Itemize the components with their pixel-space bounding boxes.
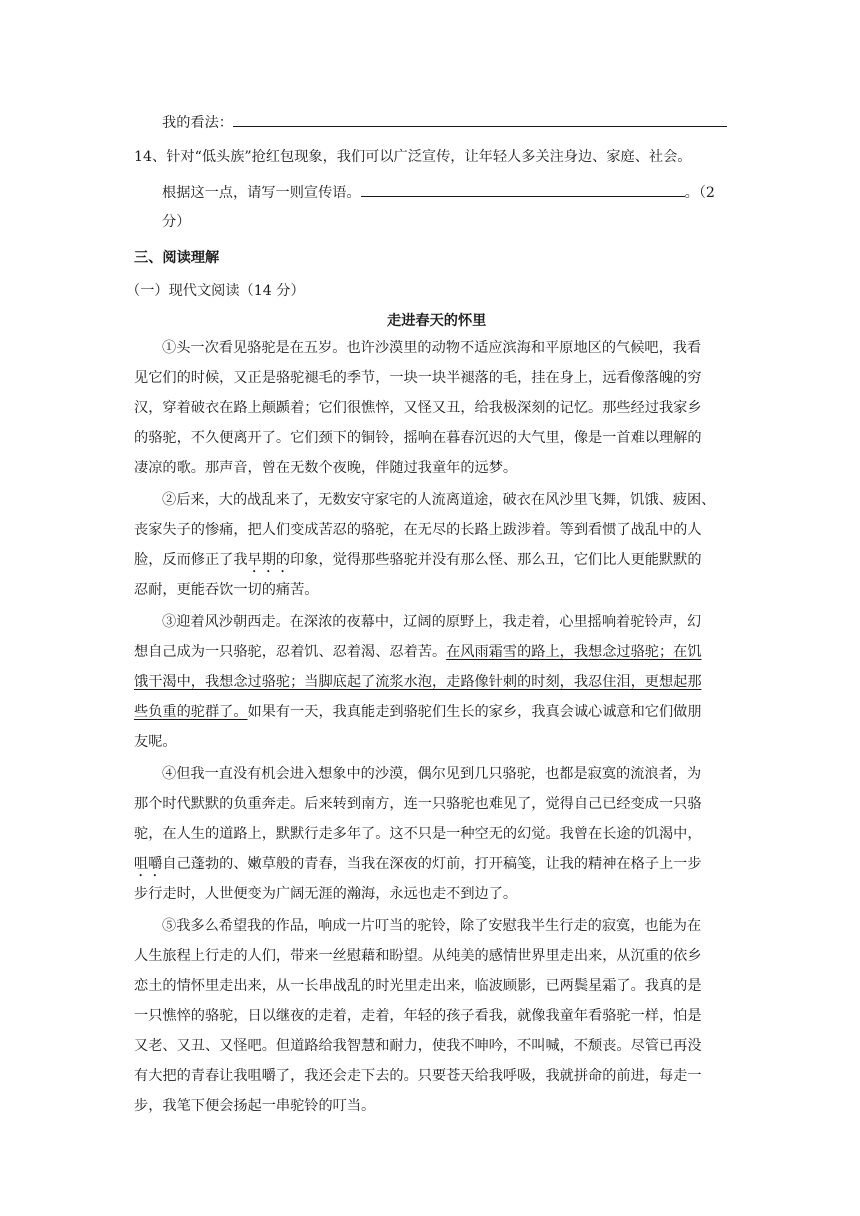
q13-opinion-line xyxy=(162,112,727,133)
q14-score-close: 分） xyxy=(162,214,191,230)
para4-line: 那个时代默默的负重奔走。后来转到南方，连一只骆驼也难见了，觉得自己已经变成一只骆 xyxy=(134,796,702,812)
underlined-sentence: 饿干渴中，我想念过骆驼；当脚底起了流浆水泡，走路像针刺的时刻，我忍住泪，更想起那 xyxy=(134,674,702,690)
section-heading: 三、阅读理解 xyxy=(134,250,220,266)
para3-line xyxy=(134,672,702,692)
para5-line: 恋土的情怀里走出来，从一长串战乱的时光里走出来，临波顾影，已两鬓星霜了。我真的是 xyxy=(134,978,702,994)
underlined-sentence: 些负重的驼群了。 xyxy=(134,704,248,720)
para5-line: 又老、又丑、又怪吧。但道路给我智慧和耐力，使我不呻吟，不叫喊，不颓丧。尽管已再没 xyxy=(134,1038,702,1054)
para3-text: 想自己成为一只骆驼，忍着饥、忍着渴、忍着苦。 xyxy=(134,644,447,660)
para5-line: 步，我笔下便会扬起一串驼铃的叮当。 xyxy=(134,1098,376,1114)
para5-line: ⑤我多么希望我的作品，响成一片叮当的驼铃，除了安慰我半生行走的寂寞，也能为在 xyxy=(162,918,702,934)
para4-line: 步行走时，人世便变为广阔无涯的瀚海，永远也走不到边了。 xyxy=(134,886,518,902)
para2-line: 忍耐，更能吞饮一切的痛苦。 xyxy=(134,582,319,598)
para2-line xyxy=(134,550,702,576)
emphasized-word-chew: 咀嚼 xyxy=(134,856,163,872)
para4-line xyxy=(134,854,702,880)
para5-line: 人生旅程上行走的人们，带来一丝慰藉和盼望。从纯美的感情世界里走出来，从沉重的依乡 xyxy=(134,948,702,964)
para1-line: 见它们的时候，又正是骆驼褪毛的季节，一块一块半褪落的毛，挂在身上，远看像落魄的穷 xyxy=(134,370,702,386)
para5-line: 一只憔悴的骆驼，日以继夜的走着，走着，年轻的孩子看我，就像我童年看骆驼一样，怕是 xyxy=(134,1008,702,1024)
para4-text: 自己蓬勃的、嫩草般的青春，当我在深夜的灯前，打开稿笺，让我的精神在格子上一步 xyxy=(162,856,702,872)
para2-line: 丧家失子的惨痛，把人们变成苦忍的骆驼，在无尽的长路上跋涉着。等到看惯了战乱中的人 xyxy=(134,522,702,538)
q14-answer-blank[interactable] xyxy=(361,182,685,197)
para1-line: 凄凉的歌。那声音，曾在无数个夜晚，伴随过我童年的远梦。 xyxy=(134,460,518,476)
q14-question-line1: 14、针对“低头族”抢红包现象，我们可以广泛宣传，让年轻人多关注身边、家庭、社会。 xyxy=(134,149,692,165)
q14-question-line2 xyxy=(162,182,715,203)
q14-prompt: 根据这一点，请写一则宣传语。 xyxy=(162,185,361,201)
para4-line: 驼，在人生的道路上，默默行走多年了。这不只是一种空无的幻觉。我曾在长途的饥渴中， xyxy=(134,826,702,842)
para3-line: 友呢。 xyxy=(134,734,177,750)
subsection-heading: （一）现代文阅读（14 分） xyxy=(126,283,305,299)
para5-line: 有大把的青春让我咀嚼了，我还会走下去的。只要苍天给我呼吸，我就拼命的前进，每走一 xyxy=(134,1068,702,1084)
para2-text: 印象，觉得那些骆驼并没有那么怪、那么丑，它们比人更能默默的 xyxy=(290,552,702,568)
para3-line: ③迎着风沙朝西走。在深浓的夜幕中，辽阔的原野上，我走着，心里摇响着驼铃声，幻 xyxy=(162,614,702,630)
underlined-sentence: 在风雨霜雪的路上，我想念过骆驼；在饥 xyxy=(446,644,702,660)
para3-line xyxy=(134,702,702,722)
para3-line xyxy=(134,642,702,662)
para2-text: 脸，反而修正了我 xyxy=(134,552,248,568)
q13-opinion-label: 我的看法： xyxy=(162,115,233,131)
para1-line: 的骆驼，不久便离开了。它们颈下的铜铃，摇响在暮春沉迟的大气里，像是一首难以理解的 xyxy=(134,430,702,446)
para4-line: ④但我一直没有机会进入想象中的沙漠，偶尔见到几只骆驼，也都是寂寞的流浪者，为 xyxy=(162,766,702,782)
para1-line: 汉，穿着破衣在路上颠踬着；它们很憔悴，又怪又丑，给我极深刻的记忆。那些经过我家乡 xyxy=(134,400,702,416)
para2-line: ②后来，大的战乱来了，无数安守家宅的人流离道途，破衣在风沙里飞舞，饥饿、疲困、 xyxy=(162,492,716,508)
emphasized-phrase-early: 早期的 xyxy=(247,552,291,568)
q14-score-open: 。（2 xyxy=(684,185,715,201)
para1-line: ①头一次看见骆驼是在五岁。也许沙漠里的动物不适应滨海和平原地区的气候吧，我看 xyxy=(162,340,702,356)
q13-answer-blank[interactable] xyxy=(233,112,727,127)
para3-text: 如果有一天，我真能走到骆驼们生长的家乡，我真会诚心诚意和它们做朋 xyxy=(247,704,702,720)
article-title: 走进春天的怀里 xyxy=(387,313,487,329)
